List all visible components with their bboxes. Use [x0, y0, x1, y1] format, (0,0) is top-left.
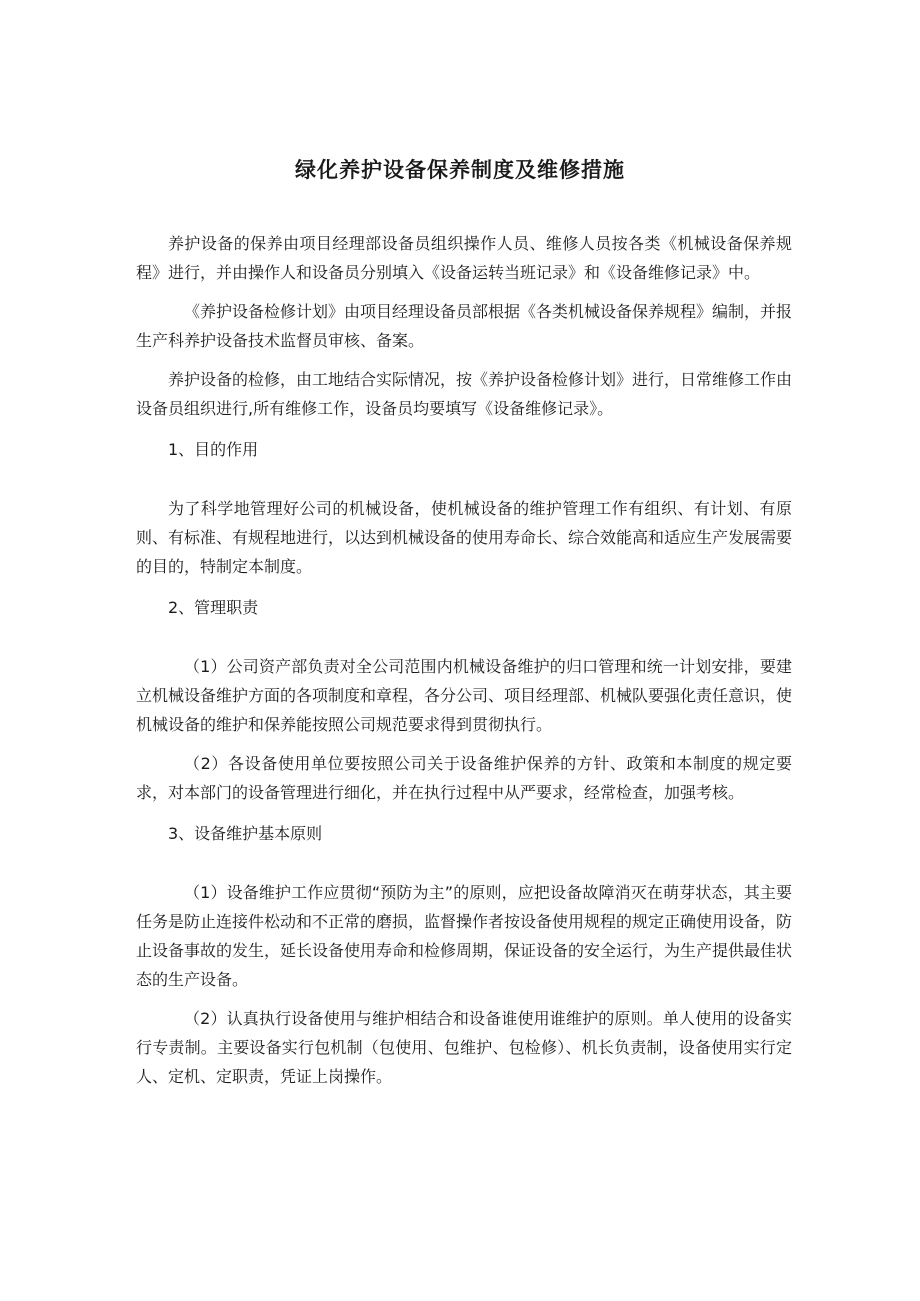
paragraph-responsibility-1: （1）公司资产部负责对全公司范围内机械设备维护的归口管理和统一计划安排，要建立机械设备维护方面的各项制度和章程，各分公司、项目经理部、机械队要强化责任意识，使机械设备的维护和保养能按照公司规范要求得到贯彻执行。	[136, 657, 793, 734]
paragraph-repair-process: 养护设备的检修，由工地结合实际情况，按《养护设备检修计划》进行，日常维修工作由设备员组织进行,所有维修工作，设备员均要填写《设备维修记录》。	[136, 370, 793, 418]
paragraph-principle-2: （2）认真执行设备使用与维护相结合和设备谁使用谁维护的原则。单人使用的设备实行专责制。主要设备实行包机制（包使用、包维护、包检修）、机长负责制，设备使用实行定人、定机、定职责，凭证上岗操作。	[136, 1009, 792, 1086]
paragraph-principle-1: （1）设备维护工作应贯彻“预防为主”的原则，应把设备故障消灭在萌芽状态，其主要任务是防止连接件松动和不正常的磨损，监督操作者按设备使用规程的规定正确使用设备，防止设备事故的发生，延长设备使用寿命和检修周期，保证设备的安全运行，为生产提供最佳状态的生产设备。	[136, 883, 793, 989]
section-heading-responsibilities: 2、管理职责	[168, 598, 259, 617]
paragraph-maintenance-intro: 养护设备的保养由项目经理部设备员组织操作人员、维修人员按各类《机械设备保养规程》进行，并由操作人和设备员分别填入《设备运转当班记录》和《设备维修记录》中。	[136, 234, 792, 282]
paragraph-repair-plan: 《养护设备检修计划》由项目经理设备员部根据《各类机械设备保养规程》编制，并报生产科养护设备技术监督员审核、备案。	[136, 302, 793, 350]
paragraph-responsibility-2: （2）各设备使用单位要按照公司关于设备维护保养的方针、政策和本制度的规定要求，对本部门的设备管理进行细化，并在执行过程中从严要求，经常检查，加强考核。	[136, 754, 792, 802]
section-heading-purpose: 1、目的作用	[168, 440, 259, 459]
document-body	[136, 229, 792, 1091]
section-heading-principles: 3、设备维护基本原则	[168, 824, 323, 843]
paragraph-purpose: 为了科学地管理好公司的机械设备，使机械设备的维护管理工作有组织、有计划、有原则、有标准、有规程地进行，以达到机械设备的使用寿命长、综合效能高和适应生产发展需要的目的，特制定本制度。	[136, 499, 793, 576]
document-title: 绿化养护设备保养制度及维修措施	[295, 158, 625, 182]
